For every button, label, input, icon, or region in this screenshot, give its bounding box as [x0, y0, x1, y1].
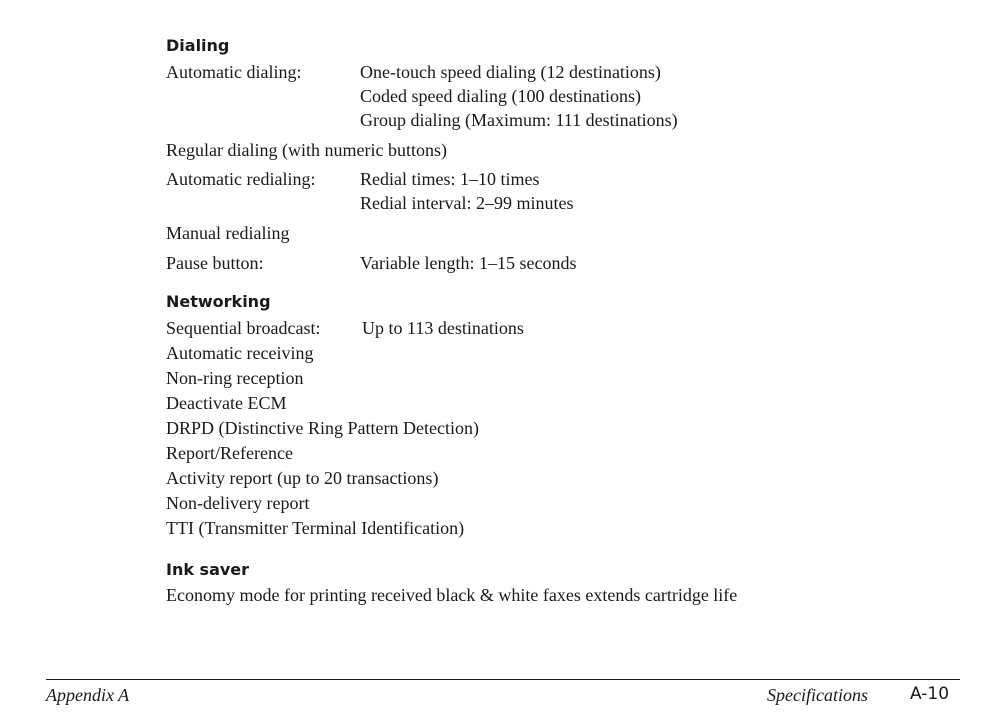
networking-item: Report/Reference: [166, 443, 293, 463]
networking-item: Non-delivery report: [166, 493, 310, 513]
footer-appendix-label: Appendix A: [46, 685, 130, 705]
pause-button-value: Variable length: 1–15 seconds: [360, 253, 577, 273]
section-heading-networking: Networking: [166, 292, 271, 311]
automatic-dialing-value: Coded speed dialing (100 destinations): [360, 86, 641, 106]
page-number: A-10: [910, 684, 950, 704]
networking-item: Activity report (up to 20 transactions): [166, 468, 439, 488]
sequential-broadcast-label: Sequential broadcast:: [166, 318, 321, 338]
networking-item: TTI (Transmitter Terminal Identification): [166, 518, 465, 538]
networking-item: Deactivate ECM: [166, 393, 287, 413]
regular-dialing-item: Regular dialing (with numeric buttons): [166, 140, 447, 160]
networking-item: Non-ring reception: [166, 368, 304, 388]
automatic-dialing-label: Automatic dialing:: [166, 62, 302, 82]
footer-section-title: Specifications: [767, 685, 868, 705]
section-heading-dialing: Dialing: [166, 36, 230, 55]
automatic-redialing-label: Automatic redialing:: [166, 169, 316, 189]
networking-item: Automatic receiving: [166, 343, 314, 363]
automatic-redialing-value: Redial interval: 2–99 minutes: [360, 193, 574, 213]
ink-saver-text: Economy mode for printing received black & white faxes extends cartridge life: [166, 585, 738, 605]
sequential-broadcast-value: Up to 113 destinations: [362, 318, 524, 338]
automatic-dialing-value: One-touch speed dialing (12 destinations): [360, 62, 661, 82]
networking-item: DRPD (Distinctive Ring Pattern Detection): [166, 418, 479, 438]
manual-redialing-item: Manual redialing: [166, 223, 290, 243]
pause-button-label: Pause button:: [166, 253, 264, 273]
automatic-redialing-value: Redial times: 1–10 times: [360, 169, 540, 189]
footer-divider: [46, 679, 960, 680]
automatic-dialing-value: Group dialing (Maximum: 111 destinations): [360, 110, 678, 130]
section-heading-ink-saver: Ink saver: [166, 560, 250, 579]
